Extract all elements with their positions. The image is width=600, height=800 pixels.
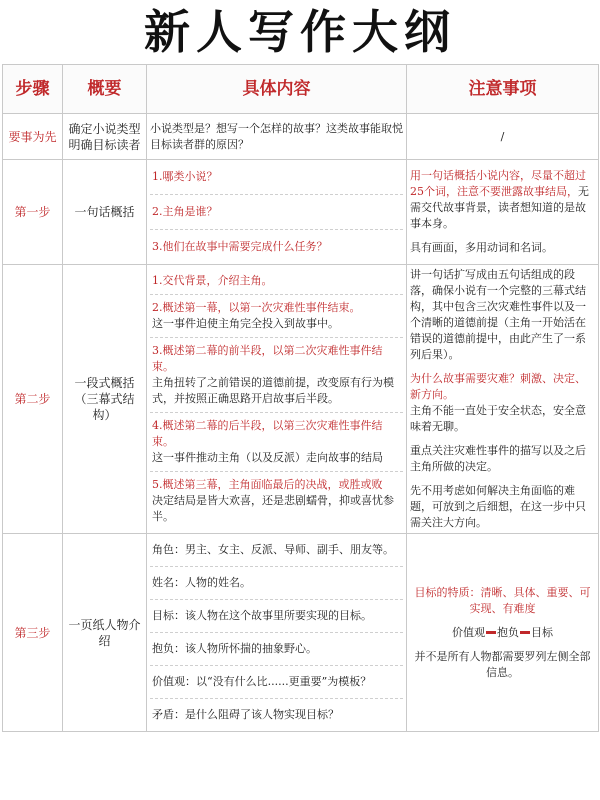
notes-formula: 价值观 抱负 目标 <box>452 625 553 639</box>
notes-text: 重点关注灾难性事件的描写以及之后主角所做的决定。 <box>410 444 586 473</box>
step-cell: 第二步 <box>3 265 63 534</box>
notes-text: 具有画面，多用动词和名词。 <box>410 241 553 254</box>
list-item: 抱负：该人物所怀揣的抽象野心。 <box>150 633 403 666</box>
content-cell <box>147 265 407 534</box>
row-priority <box>3 114 599 160</box>
header-notes: 注意事项 <box>407 65 599 114</box>
arrow-mark <box>486 631 496 634</box>
header-summary: 概要 <box>63 65 147 114</box>
notes-cell: / <box>407 114 599 160</box>
notes-highlight: 目标的特质：清晰、具体、重要、可实现、有难度 <box>414 585 591 615</box>
list-item: 3.概述第二幕的前半段，以第二次灾难性事件结束。 主角扭转了之前错误的道德前提，改变原有行为模式，并按照正确思路开启故事后半段。 <box>150 338 403 413</box>
arrow-mark <box>520 631 530 634</box>
row-step-three <box>3 534 599 732</box>
list-item: 1.交代背景，介绍主角。 <box>150 268 403 295</box>
notes-text: 并不是所有人物都需要罗列左侧全部信息。 <box>414 649 591 679</box>
header-step: 步骤 <box>3 65 63 114</box>
list-item: 2.概述第一幕，以第一次灾难性事件结束。 这一事件迫使主角完全投入到故事中。 <box>150 295 403 338</box>
summary-cell: 一句话概括 <box>63 160 147 265</box>
page-title: 新人写作大纲 <box>144 5 456 59</box>
row-step-one <box>3 160 599 265</box>
notes-cell <box>407 265 599 534</box>
list-item: 姓名：人物的姓名。 <box>150 567 403 600</box>
notes-highlight: 为什么故事需要灾难？刺激、决定、新方向。 <box>410 372 586 401</box>
summary-cell: 一页纸人物介绍 <box>63 534 147 732</box>
list-item: 目标：该人物在这个故事里所要实现的目标。 <box>150 600 403 633</box>
list-item: 4.概述第二幕的后半段，以第三次灾难性事件结束。 这一事件推动主角（以及反派）走向故事的结局 <box>150 413 403 472</box>
content-cell <box>147 160 407 265</box>
list-item: 5.概述第三幕，主角面临最后的决战，或胜或败 决定结局是皆大欢喜，还是悲剧蠕骨，抑或喜忧参半。 <box>152 478 394 523</box>
outline-table <box>2 64 599 732</box>
notes-text: 无需交代故事背景，读者想知道的是故事本身。 <box>410 185 589 230</box>
list-item: 矛盾：是什么阻碍了该人物实现目标？ <box>152 708 339 721</box>
list-item: 1.哪类小说？ <box>150 160 403 195</box>
step-cell: 要事为先 <box>3 114 63 160</box>
notes-cell <box>407 160 599 265</box>
list-item: 角色：男主、女主、反派、导师、副手、朋友等。 <box>150 534 403 567</box>
notes-cell <box>407 534 599 732</box>
list-item: 3.他们在故事中需要完成什么任务？ <box>152 240 328 253</box>
summary-cell: 确定小说类型明确目标读者 <box>63 114 147 160</box>
list-item: 价值观：以“没有什么比......更重要”为模板？ <box>150 666 403 699</box>
notes-text: 讲一句话扩写成由五句话组成的段落，确保小说有一个完整的三幕式结构，其中包含三次灾难性事件以及一个清晰的道德前提（主角一开始活在错误的道德前提中，由此产生了一系列后果）。 <box>410 268 586 361</box>
header-content: 具体内容 <box>147 65 407 114</box>
content-cell: 小说类型是？想写一个怎样的故事？这类故事能取悦目标读者群的原因？ <box>147 114 407 160</box>
notes-text: 先不用考虑如何解决主角面临的难题，可放到之后细想，在这一步中只需关注大方向。 <box>410 484 586 529</box>
content-cell <box>147 534 407 732</box>
notes-text: 主角不能一直处于安全状态，安全意味着无聊。 <box>410 404 586 433</box>
header-row <box>3 65 599 114</box>
row-step-two <box>3 265 599 534</box>
step-cell: 第三步 <box>3 534 63 732</box>
summary-cell: 一段式概括（三幕式结构） <box>63 265 147 534</box>
step-cell: 第一步 <box>3 160 63 265</box>
notes-highlight: 用一句话概括小说内容，尽量不超过25个词，注意不要泄露故事结局， <box>410 169 586 198</box>
list-item: 2.主角是谁？ <box>150 195 403 230</box>
